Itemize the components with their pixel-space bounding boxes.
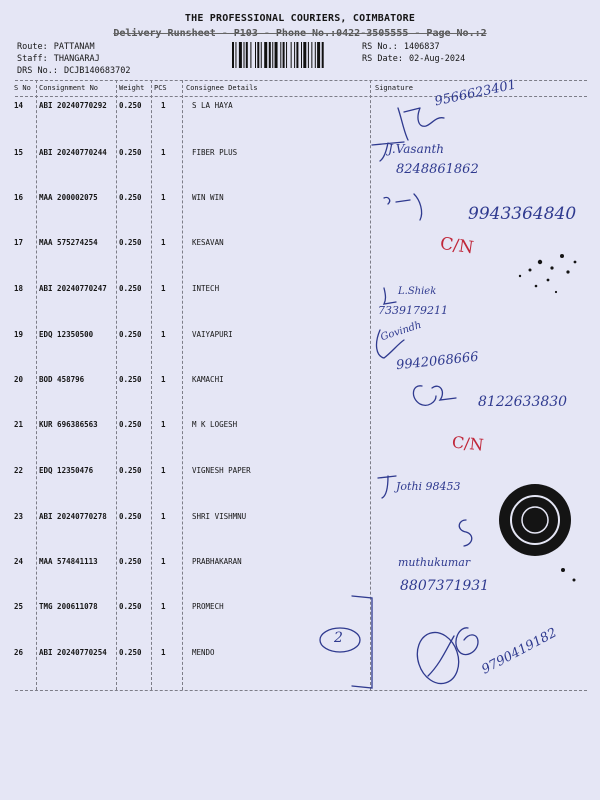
barcode-bar (257, 42, 259, 68)
header-sno: S No (14, 84, 31, 92)
cell-weight: 0.250 (119, 648, 142, 657)
cell-consignment: ABI 20240770292 (39, 101, 107, 110)
handwritten-phone: 8807371931 (400, 578, 490, 594)
barcode-bar (294, 42, 295, 68)
cell-pcs: 1 (161, 101, 166, 110)
handwritten-cn-mark: C/N (438, 233, 475, 259)
cell-consignee: KESAVAN (192, 238, 224, 247)
barcode-bar (244, 42, 245, 68)
barcode-bar (301, 42, 302, 68)
barcode-bar (239, 42, 242, 68)
barcode-bar (235, 42, 236, 68)
cell-sno: 21 (14, 420, 24, 429)
company-title: THE PROFESSIONAL COURIERS, COIMBATORE (184, 13, 416, 24)
handwritten-phone: 9790419182 (479, 625, 560, 678)
barcode-bar (275, 42, 278, 68)
barcode-bar (317, 42, 320, 68)
cell-weight: 0.250 (119, 602, 142, 611)
route-line (17, 42, 95, 52)
handwritten-phone: 9943364840 (468, 204, 577, 224)
cell-consignment: MAA 575274254 (39, 238, 98, 247)
cell-pcs: 1 (161, 375, 166, 384)
staff-line (17, 54, 100, 64)
cell-consignee: S LA HAYA (192, 101, 233, 110)
header-signature: Signature (375, 84, 413, 92)
barcode-bar (250, 42, 251, 68)
cell-weight: 0.250 (119, 284, 142, 293)
cell-sno: 24 (14, 557, 24, 566)
table-row (0, 284, 600, 304)
rs-no-value: 1406837 (403, 42, 440, 52)
handwritten-cn-mark: C/N (451, 432, 485, 455)
barcode-bar (264, 42, 267, 68)
handwritten-count-mark: 2 (334, 630, 343, 646)
handwritten-phone: 7339179211 (378, 304, 448, 317)
cell-consignee: MENDO (192, 648, 215, 657)
rs-date-label: RS Date: (362, 54, 403, 64)
rs-date-value: 02-Aug-2024 (408, 54, 466, 64)
cell-sno: 16 (14, 193, 24, 202)
barcode-bar (261, 42, 262, 68)
cell-sno: 26 (14, 648, 24, 657)
table-row (0, 101, 600, 121)
table-row (0, 330, 600, 350)
cell-sno: 17 (14, 238, 24, 247)
cell-sno: 18 (14, 284, 24, 293)
cell-weight: 0.250 (119, 375, 142, 384)
table-row (0, 466, 600, 486)
cell-consignment: MAA 200002075 (39, 193, 98, 202)
cell-consignment: ABI 20240770254 (39, 648, 107, 657)
cell-pcs: 1 (161, 330, 166, 339)
cell-consignee: WIN WIN (192, 193, 224, 202)
cell-weight: 0.250 (119, 330, 142, 339)
cell-consignment: EDQ 12350500 (39, 330, 94, 339)
cell-consignee: FIBER PLUS (192, 148, 238, 157)
cell-pcs: 1 (161, 284, 166, 293)
barcode-bar (272, 42, 273, 68)
barcode-bar (269, 42, 271, 68)
barcode-bar (246, 42, 248, 68)
cell-pcs: 1 (161, 193, 166, 202)
cell-weight: 0.250 (119, 148, 142, 157)
header-consignment: Consignment No (39, 84, 99, 92)
barcode-bar (232, 42, 234, 68)
cell-sno: 20 (14, 375, 24, 384)
table-row (0, 512, 600, 532)
cell-weight: 0.250 (119, 557, 142, 566)
handwritten-phone: 9566623401 (433, 77, 518, 110)
handwritten-signature: muthukumar (398, 556, 471, 569)
table-row (0, 420, 600, 440)
cell-weight: 0.250 (119, 238, 142, 247)
handwritten-phone: 8122633830 (478, 394, 568, 410)
cell-consignee: INTECH (192, 284, 220, 293)
cell-consignee: KAMACHI (192, 375, 224, 384)
cell-weight: 0.250 (119, 420, 142, 429)
table-row (0, 148, 600, 168)
cell-consignee: PROMECH (192, 602, 224, 611)
route-value: PATTANAM (53, 42, 95, 52)
header-pcs: PCS (154, 84, 167, 92)
barcode-bar (255, 42, 256, 68)
cell-consignee: SHRI VISHMNU (192, 512, 247, 521)
cell-pcs: 1 (161, 648, 166, 657)
cell-consignment: BOD 458796 (39, 375, 85, 384)
table-bottom-rule (15, 690, 587, 691)
cell-consignment: MAA 574841113 (39, 557, 98, 566)
table-row (0, 602, 600, 622)
header-consignee: Consignee Details (186, 84, 258, 92)
handwritten-phone: 8248861862 (396, 162, 479, 177)
table-row (0, 375, 600, 395)
cell-consignee: VIGNESH PAPER (192, 466, 251, 475)
handwritten-signature: Jothi 98453 (396, 480, 461, 493)
cell-consignment: ABI 20240770247 (39, 284, 107, 293)
cell-pcs: 1 (161, 466, 166, 475)
cell-consignment: TMG 200611078 (39, 602, 98, 611)
cell-pcs: 1 (161, 602, 166, 611)
barcode-bar (303, 42, 306, 68)
barcode-bar (291, 42, 292, 68)
staff-value: THANGARAJ (53, 54, 100, 64)
cell-sno: 14 (14, 101, 24, 110)
cell-consignee: PRABHAKARAN (192, 557, 242, 566)
barcode-bar (308, 42, 309, 68)
drs-label: DRS No.: (17, 66, 58, 76)
staff-label: Staff: (17, 54, 48, 64)
barcode-bar (311, 42, 312, 68)
header-bottom-rule (15, 96, 587, 97)
cell-sno: 25 (14, 602, 24, 611)
rs-date-line (362, 54, 465, 64)
route-label: Route: (17, 42, 48, 52)
drs-value: DCJB140683702 (63, 66, 131, 76)
handwritten-signature: J.Vasanth (388, 142, 445, 156)
drs-line (17, 66, 130, 76)
cell-consignment: ABI 20240770244 (39, 148, 107, 157)
barcode-bar (283, 42, 285, 68)
cell-pcs: 1 (161, 420, 166, 429)
handwritten-signature: Govindh (379, 319, 423, 344)
barcode (232, 42, 352, 68)
header-weight: Weight (119, 84, 145, 92)
cell-sno: 15 (14, 148, 24, 157)
runsheet-subtitle: Delivery Runsheet - P103 - Phone No.:0422-3505555 - Page No.:2 (113, 28, 487, 39)
cell-pcs: 1 (161, 238, 166, 247)
cell-consignee: VAIYAPURI (192, 330, 233, 339)
cell-consignment: EDQ 12350476 (39, 466, 94, 475)
cell-sno: 23 (14, 512, 24, 521)
barcode-bar (315, 42, 316, 68)
cell-weight: 0.250 (119, 193, 142, 202)
barcode-bar (322, 42, 324, 68)
cell-consignment: KUR 696386563 (39, 420, 98, 429)
handwritten-signature: L.Shiek (398, 286, 437, 297)
handwritten-phone: 9942068666 (395, 349, 480, 374)
cell-pcs: 1 (161, 557, 166, 566)
barcode-bar (286, 42, 287, 68)
cell-pcs: 1 (161, 512, 166, 521)
barcode-bar (280, 42, 281, 68)
table-row (0, 238, 600, 258)
table-row (0, 557, 600, 577)
rs-no-line (362, 42, 440, 52)
cell-consignment: ABI 20240770278 (39, 512, 107, 521)
cell-sno: 19 (14, 330, 24, 339)
barcode-bar (296, 42, 298, 68)
rs-no-label: RS No.: (362, 42, 398, 52)
cell-consignee: M K LOGESH (192, 420, 238, 429)
cell-sno: 22 (14, 466, 24, 475)
cell-weight: 0.250 (119, 512, 142, 521)
cell-pcs: 1 (161, 148, 166, 157)
cell-weight: 0.250 (119, 101, 142, 110)
cell-weight: 0.250 (119, 466, 142, 475)
